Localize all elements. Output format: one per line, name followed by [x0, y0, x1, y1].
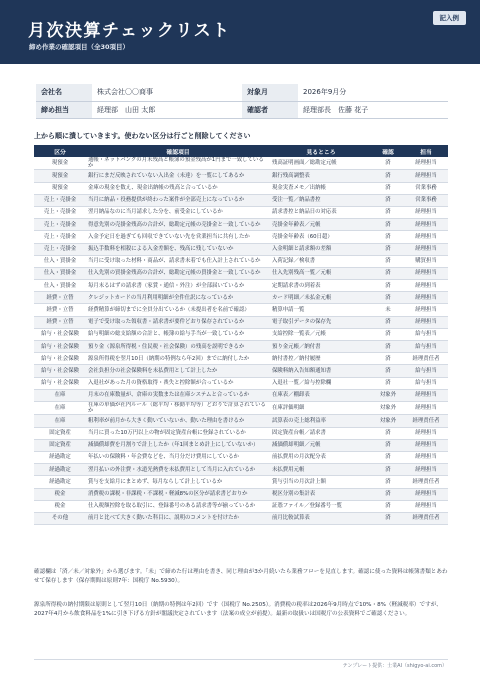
row-source: 受注一覧／納品書控	[270, 194, 372, 206]
row-check-status[interactable]: 済	[372, 170, 404, 182]
company-label: 会社名	[36, 84, 92, 101]
row-owner: 経理担当	[404, 389, 448, 401]
row-source: 保険料納入告知額通知書	[270, 365, 372, 377]
row-category: 給与・社会保険	[34, 353, 86, 365]
row-check-status[interactable]: 済	[372, 206, 404, 218]
table-row	[34, 377, 448, 389]
table-row	[34, 427, 448, 439]
row-owner: 経理責任者	[404, 353, 448, 365]
row-category: 現預金	[34, 170, 86, 182]
row-check-status[interactable]: 済	[372, 476, 404, 488]
period-value[interactable]: 2026年9月分	[298, 84, 448, 101]
table-row	[34, 280, 448, 292]
row-category: 仕入・買掛金	[34, 280, 86, 292]
row-check-item: 当月に買った10万円以上の物が固定資産台帳に登録されているか	[86, 427, 270, 439]
row-category: 経費・立替	[34, 304, 86, 316]
row-category: 仕入・買掛金	[34, 267, 86, 279]
row-category: 固定資産	[34, 439, 86, 451]
row-category: 売上・売掛金	[34, 206, 86, 218]
row-owner: 経理担当	[404, 231, 448, 243]
row-owner: 購買担当	[404, 255, 448, 267]
approver-label: 確認者	[242, 101, 298, 118]
sample-badge: 記入例	[433, 11, 467, 25]
row-source: 定期請求書の到着表	[270, 280, 372, 292]
table-row	[34, 401, 448, 414]
row-category: 経費・立替	[34, 316, 86, 328]
row-source: 現金実査メモ／出納帳	[270, 182, 372, 194]
row-source: 入退社一覧／給与控除欄	[270, 377, 372, 389]
row-source: 支給控除一覧表／元帳	[270, 328, 372, 340]
row-check-status[interactable]: 済	[372, 243, 404, 255]
row-category: 経過勘定	[34, 476, 86, 488]
table-row	[34, 267, 448, 279]
row-owner: 経理担当	[404, 280, 448, 292]
row-check-status[interactable]: 済	[372, 512, 404, 524]
table-row	[34, 157, 448, 170]
row-source: 前月比較試算表	[270, 512, 372, 524]
row-owner: 経理担当	[404, 206, 448, 218]
table-row	[34, 219, 448, 231]
row-source: 入荷記録／検収書	[270, 255, 372, 267]
row-check-item: 源泉所得税を翌月10日（納期の特例なら年2回）までに納付したか	[86, 353, 270, 365]
row-source: 入金明細と請求額の差額	[270, 243, 372, 255]
header-category: 区分	[34, 145, 86, 157]
page-subtitle: 締め作業の確認項目（全30項目）	[29, 43, 130, 51]
row-source: 税区分別の集計表	[270, 488, 372, 500]
row-check-item: 賞与を支給月にまとめず、毎月ならして計上しているか	[86, 476, 270, 488]
footer-divider	[34, 659, 448, 660]
row-category: 経過勘定	[34, 464, 86, 476]
row-check-status[interactable]: 済	[372, 427, 404, 439]
row-check-item: 会社負担分の社会保険料を未払費用として計上したか	[86, 365, 270, 377]
row-check-status[interactable]: 済	[372, 488, 404, 500]
info-row-2	[36, 101, 448, 118]
header-item: 確認項目	[86, 145, 270, 157]
table-row	[34, 194, 448, 206]
row-check-status[interactable]: 済	[372, 316, 404, 328]
row-check-item: 経費精算が締切までに全員分出ているか（未提出者を名前で確認）	[86, 304, 270, 316]
row-category: 在庫	[34, 415, 86, 427]
row-category: 在庫	[34, 389, 86, 401]
row-owner: 経理担当	[404, 427, 448, 439]
table-row	[34, 500, 448, 512]
table-row	[34, 255, 448, 267]
row-check-item: 毎月末るはずの請求書（家賃・通信・外注）が全部届いているか	[86, 280, 270, 292]
row-check-status[interactable]: 済	[372, 451, 404, 463]
row-check-item: 在庫の単価が社内ルール（総平均・移動平均等）どおりで計算されているか	[86, 401, 270, 414]
row-check-status[interactable]: 済	[372, 231, 404, 243]
table-row	[34, 328, 448, 340]
row-owner: 給与担当	[404, 328, 448, 340]
row-source: 試算表の売上総利益率	[270, 415, 372, 427]
approver-value[interactable]: 経理部長 佐藤 花子	[298, 101, 448, 118]
row-owner: 経理担当	[404, 243, 448, 255]
row-check-item: 月末の在庫数量が、倉庫の実数または在庫システムと合っているか	[86, 389, 270, 401]
row-category: 経費・立替	[34, 292, 86, 304]
row-source: 在庫評価明細	[270, 401, 372, 414]
row-check-item: 当月に受け取った材料・商品が、請求書未着でも仕入計上されているか	[86, 255, 270, 267]
footer-credit: テンプレート提供：士業AI（shigyo-ai.com）	[342, 663, 447, 669]
row-source: 未払費用元帳	[270, 464, 372, 476]
row-category: 給与・社会保険	[34, 365, 86, 377]
table-row	[34, 439, 448, 451]
table-row	[34, 488, 448, 500]
row-check-status[interactable]: 済	[372, 439, 404, 451]
info-row-1	[36, 84, 448, 101]
row-check-item: 翌月納品なのに当月請求した分を、前受金にしているか	[86, 206, 270, 218]
row-check-status[interactable]: 済	[372, 292, 404, 304]
row-owner: 経理担当	[404, 401, 448, 414]
table-row	[34, 365, 448, 377]
row-check-item: 当月に納品・役務提供が終わった案件が全部売上になっているか	[86, 194, 270, 206]
row-check-item: 金庫の現金を数え、現金出納帳の残高と合っているか	[86, 182, 270, 194]
table-row	[34, 341, 448, 353]
row-category: 給与・社会保険	[34, 328, 86, 340]
table-row	[34, 389, 448, 401]
row-owner: 経理担当	[404, 451, 448, 463]
header-source: 見るところ	[270, 145, 372, 157]
row-category: 固定資産	[34, 427, 86, 439]
row-category: 売上・売掛金	[34, 219, 86, 231]
row-owner: 経理担当	[404, 292, 448, 304]
row-check-status[interactable]: 対象外	[372, 415, 404, 427]
row-source: 証憑ファイル／登録番号一覧	[270, 500, 372, 512]
row-source: 固定資産台帳／請求書	[270, 427, 372, 439]
row-check-status[interactable]: 済	[372, 280, 404, 292]
table-row	[34, 206, 448, 218]
row-check-status[interactable]: 済	[372, 377, 404, 389]
table-row	[34, 316, 448, 328]
row-source: 賞与引当の月次計上額	[270, 476, 372, 488]
row-category: 売上・売掛金	[34, 194, 86, 206]
row-source: 仕入先別残高一覧／元帳	[270, 267, 372, 279]
row-owner: 経理担当	[404, 316, 448, 328]
row-source: 売掛金年齢表（60日超）	[270, 231, 372, 243]
table-row	[34, 243, 448, 255]
row-source: 精算申請一覧	[270, 304, 372, 316]
row-source: 前払費用の月次配分表	[270, 451, 372, 463]
header-owner: 担当	[404, 145, 448, 157]
table-row	[34, 170, 448, 182]
row-check-item: 仕入先別の買掛金残高の合計が、総勘定元帳の買掛金と一致しているか	[86, 267, 270, 279]
row-check-status[interactable]: 済	[372, 219, 404, 231]
row-check-item: 翌月払いの外注費・水道光熱費を未払費用として当月に入れているか	[86, 464, 270, 476]
row-check-status[interactable]: 済	[372, 365, 404, 377]
table-row	[34, 451, 448, 463]
row-owner: 経理担当	[404, 488, 448, 500]
row-source: カード明細／未払金元帳	[270, 292, 372, 304]
row-check-status[interactable]: 済	[372, 464, 404, 476]
row-source: 請求書控と納品日の対応表	[270, 206, 372, 218]
table-row	[34, 353, 448, 365]
row-category: 経過勘定	[34, 451, 86, 463]
row-check-status[interactable]: 済	[372, 353, 404, 365]
row-owner: 経理担当	[404, 304, 448, 316]
row-check-item: 銀行にまだ反映されていない入出金（未達）を一覧にしてあるか	[86, 170, 270, 182]
row-category: 現預金	[34, 157, 86, 170]
row-category: 在庫	[34, 401, 86, 414]
checklist-table	[34, 145, 448, 525]
note-paragraph-2: 源泉所得税の納付期限は原則として翌月10日（納期の特例は年2回）です（国税庁 No.2505）。消費税の税率は2026年9月時点で10%・8%（軽減税率）ですが、2027年4月から飲食料品を1%に引き下げる方針が閣議決定されています（法案の成立が前提）。最新の取扱いは国税庁の公表資料でご確認ください。	[34, 602, 442, 617]
row-check-item: 年払いの保険料・年会費などを、当月分だけ費用にしているか	[86, 451, 270, 463]
row-category: 給与・社会保険	[34, 377, 86, 389]
row-owner: 経理担当	[404, 170, 448, 182]
row-check-status[interactable]: 済	[372, 341, 404, 353]
row-check-status[interactable]: 済	[372, 267, 404, 279]
row-check-status[interactable]: 対象外	[372, 401, 404, 414]
row-category: その他	[34, 512, 86, 524]
row-check-item: 預り金（源泉所得税・住民税・社会保険）の残高を説明できるか	[86, 341, 270, 353]
row-source: 納付書控／納付履歴	[270, 353, 372, 365]
row-category: 仕入・買掛金	[34, 255, 86, 267]
row-category: 給与・社会保険	[34, 341, 86, 353]
row-owner: 経理担当	[404, 219, 448, 231]
row-category: 売上・売掛金	[34, 231, 86, 243]
row-owner: 給与担当	[404, 365, 448, 377]
table-row	[34, 415, 448, 427]
row-check-item: 前月と比べて大きく動いた科目に、説明のコメントを付けたか	[86, 512, 270, 524]
row-check-item: 振込手数料を相殺による入金差額を、残高に残していないか	[86, 243, 270, 255]
row-check-item: 電子で受け取った領収書・請求書が要件どおり保存されているか	[86, 316, 270, 328]
row-source: 預り金元帳／納付書	[270, 341, 372, 353]
row-check-status[interactable]: 未	[372, 304, 404, 316]
row-owner: 経理責任者	[404, 476, 448, 488]
row-owner: 営業事務	[404, 182, 448, 194]
row-check-item: 粗利率が前月から大きく動いていないか、動いた理由を書けるか	[86, 415, 270, 427]
row-check-item: 通帳・ネットバンクの月末残高と帳簿の預金残高が1円まで一致しているか	[86, 157, 270, 170]
row-check-status[interactable]: 済	[372, 255, 404, 267]
row-check-status[interactable]: 済	[372, 182, 404, 194]
row-check-item: 入金予定日を過ぎても回収できていない先を営業担当に共有したか	[86, 231, 270, 243]
row-source: 銀行残高調整表	[270, 170, 372, 182]
row-check-status[interactable]: 済	[372, 194, 404, 206]
row-check-status[interactable]: 済	[372, 500, 404, 512]
row-category: 税金	[34, 488, 86, 500]
header-check: 確認	[372, 145, 404, 157]
row-source: 減価償却明細／元帳	[270, 439, 372, 451]
row-owner: 給与担当	[404, 341, 448, 353]
row-owner: 経理責任者	[404, 512, 448, 524]
row-check-item: クレジットカードの当月利用明細が全件仕訳になっているか	[86, 292, 270, 304]
row-check-item: 入退社があった月の資格取得・喪失と控除額が合っているか	[86, 377, 270, 389]
row-check-item: 減価償却費を月割りで計上したか（年1回まとめ計上にしていないか）	[86, 439, 270, 451]
table-row	[34, 476, 448, 488]
owner-value[interactable]: 経理部 山田 太郎	[92, 101, 242, 118]
row-source: 電子取引データの保存先	[270, 316, 372, 328]
row-source: 売掛金年齢表／元帳	[270, 219, 372, 231]
row-source: 在庫表／棚卸表	[270, 389, 372, 401]
row-owner: 経理担当	[404, 500, 448, 512]
row-owner: 経理担当	[404, 267, 448, 279]
row-owner: 営業事務	[404, 194, 448, 206]
row-category: 現預金	[34, 182, 86, 194]
table-row	[34, 182, 448, 194]
row-check-status[interactable]: 対象外	[372, 389, 404, 401]
page-header	[0, 0, 480, 64]
period-label: 対象月	[242, 84, 298, 101]
table-row	[34, 464, 448, 476]
row-owner: 経理担当	[404, 464, 448, 476]
note-paragraph-1: 確認欄は「済／未／対象外」から選びます。「未」で締めた行は理由を書き、同じ理由が3か月続いたら業務フローを見直します。確認に使った資料は帳簿書類とあわせて保存します（保存期間は原則7年：国税庁 No.5930）。	[34, 569, 448, 584]
row-check-status[interactable]: 済	[372, 328, 404, 340]
row-owner: 経理担当	[404, 157, 448, 170]
row-owner: 経理担当	[404, 439, 448, 451]
table-row	[34, 304, 448, 316]
row-owner: 給与担当	[404, 377, 448, 389]
row-check-item: 消費税の課税・非課税・不課税・軽減8%の区分が請求書どおりか	[86, 488, 270, 500]
row-category: 税金	[34, 500, 86, 512]
owner-label: 締め担当	[36, 101, 92, 118]
table-row	[34, 292, 448, 304]
row-check-status[interactable]: 済	[372, 157, 404, 170]
table-row	[34, 231, 448, 243]
row-check-item: 得意先別の売掛金残高の合計が、総勘定元帳の売掛金と一致しているか	[86, 219, 270, 231]
row-check-item: 仕入税額控除を取る取引に、登録番号のある請求書等が揃っているか	[86, 500, 270, 512]
page-title: 月次決算チェックリスト	[28, 21, 231, 41]
row-check-item: 給与明細の総支給額の合計と、帳簿の給与手当が一致しているか	[86, 328, 270, 340]
info-table	[36, 84, 448, 119]
row-source: 残高証明画面／総勘定元帳	[270, 157, 372, 170]
intro-text: 上から順に潰していきます。使わない区分は行ごと削除してください	[34, 132, 251, 140]
table-row	[34, 512, 448, 524]
checklist-header-row	[34, 145, 448, 157]
row-category: 売上・売掛金	[34, 243, 86, 255]
row-owner: 経理責任者	[404, 415, 448, 427]
company-value[interactable]: 株式会社〇〇商事	[92, 84, 242, 101]
